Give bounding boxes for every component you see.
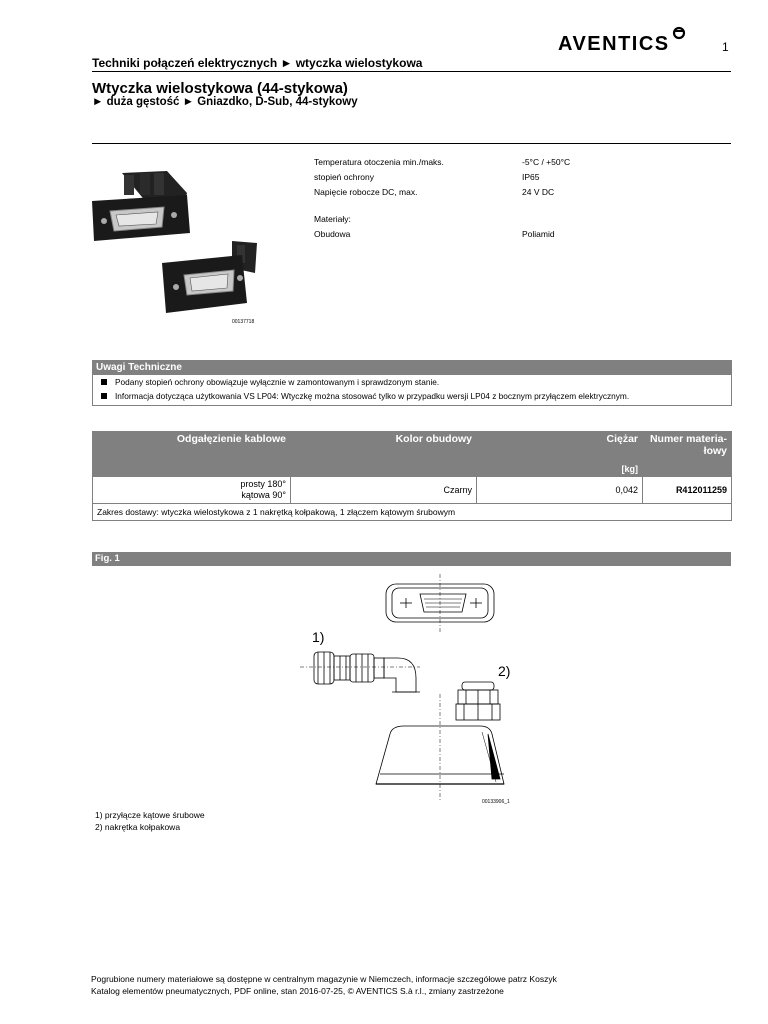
housing-side-view (376, 694, 504, 802)
footer (91, 973, 557, 997)
photo-id: 00137718 (232, 319, 255, 325)
svg-text:AVENTICS: AVENTICS (558, 33, 670, 54)
drawing-id: 00133906_1 (482, 799, 510, 805)
connection-cell: prosty 180° kątowa 90° (93, 477, 291, 504)
connector-image-1 (92, 171, 190, 241)
product-title: Wtyczka wielostykowa (44-stykowa) (92, 80, 348, 97)
spec-row (314, 185, 614, 200)
note-item: Podany stopień ochrony obowiązuje wyłącznie w zamontowanym i sprawdzonym stanie. (93, 375, 731, 389)
spec-label: Napięcie robocze DC, max. (314, 187, 418, 197)
col-header-weight: Ciężar (477, 432, 643, 463)
col-header-connection: Odgałęzienie kablowe (93, 432, 291, 463)
note-item: Informacja dotycząca użytkowania VS LP04: Wtyczkę można stosować tylko w przypadku wersji LP04 z bocznym przyłączem elektrycznym. (93, 389, 731, 403)
footer-line: Katalog elementów pneumatycznych, PDF online, stan 2016-07-25, © AVENTICS S.à r.l., zmiany zastrzeżone (91, 986, 504, 996)
technical-notes (92, 360, 732, 406)
product-subtitle: ► duża gęstość ► Gniazdko, D-Sub, 44-stykowy (92, 96, 358, 108)
callout-2: 2) (498, 663, 511, 679)
col-header-color: Kolor obudowy (291, 432, 477, 463)
spec-label: Temperatura otoczenia min./maks. (314, 157, 444, 167)
weight-cell: 0,042 (477, 477, 643, 504)
technical-drawing (300, 574, 530, 802)
legend-item: 2) nakrętka kołpakowa (95, 822, 181, 832)
legend-item: 1) przyłącze kątowe śrubowe (95, 810, 205, 820)
cap-nut (456, 682, 500, 720)
product-photo (92, 163, 262, 318)
aventics-logo (558, 26, 688, 54)
spec-row (314, 155, 614, 170)
page-number: 1 (722, 40, 729, 54)
material-number-cell: R412011259 (643, 477, 732, 504)
footer-line: Pogrubione numery materiałowe są dostępne w centralnym magazynie w Niemczech, informacje szczegółowe patrz Koszyk (91, 974, 557, 984)
spec-value: Poliamid (522, 229, 555, 239)
spec-row (314, 170, 614, 185)
spec-label: stopień ochrony (314, 172, 375, 182)
spec-row (314, 227, 614, 242)
materials-heading: Materiały: (314, 214, 351, 224)
delivery-scope: Zakres dostawy: wtyczka wielostykowa z 1 nakrętką kołpakową, 1 złączem kątowym śrubowym (93, 504, 732, 521)
unit-weight: [kg] (477, 463, 643, 477)
notes-title: Uwagi Techniczne (93, 361, 731, 375)
bullet-square-icon (101, 379, 107, 385)
spec-list (314, 155, 614, 242)
bullet-square-icon (101, 393, 107, 399)
plug-top-view (386, 574, 494, 634)
connector-image-2 (162, 241, 257, 313)
angled-fitting (300, 652, 420, 692)
header-rule (92, 71, 731, 72)
color-cell: Czarny (291, 477, 477, 504)
figure-header: Fig. 1 (92, 552, 731, 566)
figure-legend (95, 809, 205, 833)
col-header-material-number: Numer materia-łowy (643, 432, 732, 463)
product-table (92, 431, 732, 521)
callout-1: 1) (312, 629, 325, 645)
table-row (93, 477, 732, 504)
spec-value: IP65 (522, 172, 540, 182)
category-breadcrumb: Techniki połączeń elektrycznych ► wtyczka wielostykowa (92, 56, 423, 70)
section-rule (92, 143, 731, 144)
spec-label: Obudowa (314, 229, 351, 239)
spec-value: -5°C / +50°C (522, 157, 571, 167)
spec-value: 24 V DC (522, 187, 555, 197)
